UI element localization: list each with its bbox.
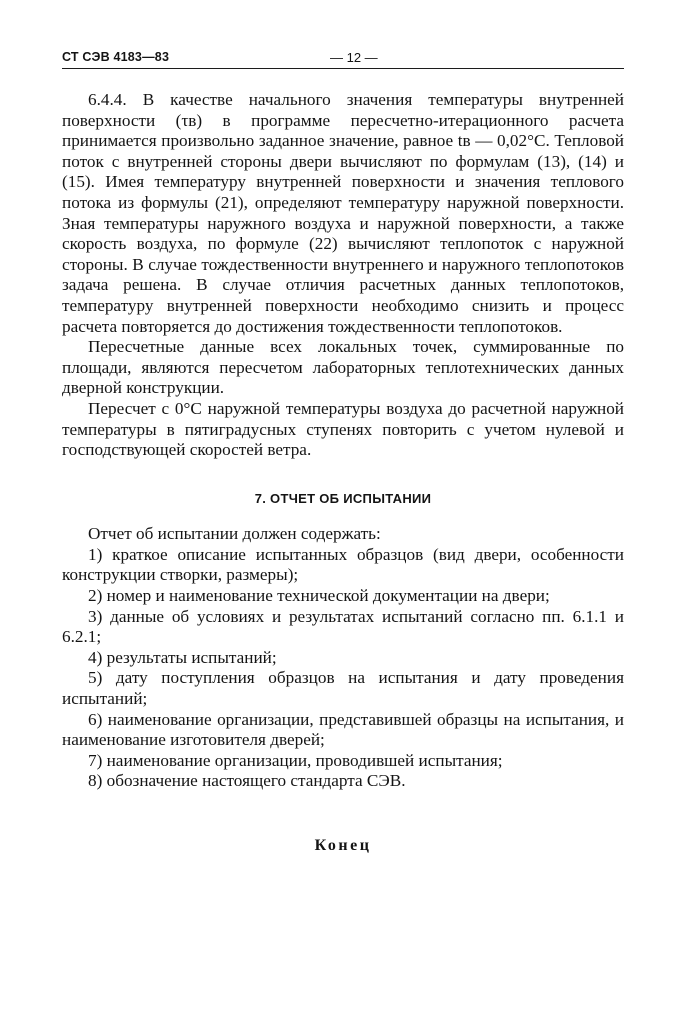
paragraph-6-4-4: 6.4.4. В качестве начального значения температуры внутренней поверхности (τв) в программе пересчетно-итерационного расчета принимается произвольно заданное значение, равное tв — 0,02°С. Тепловой поток с внутренней стороны двери вычисляют по формулам (13), (14) и (15). Имея температуру внутренней поверхности и значения теплового потока из формулы (21), определяют температуру наружной поверхности. Зная температуры наружного воздуха и наружной поверхности, а также скорость воздуха, по формуле (22) вычисляют теплопоток с наружной стороны. В случае тождественности внутреннего и наружного теплопотоков задача решена. В случае отличия расчетных данных теплопотоков, температуру внутренней поверхности необходимо снизить и процесс расчета повторяется до достижения тождественности теплопотоков.: [62, 90, 624, 336]
list-item: 1) краткое описание испытанных образцов (вид двери, особенности конструкции створки, размеры);: [62, 544, 624, 585]
report-intro: Отчет об испытании должен содержать:: [88, 524, 381, 544]
page-body: [62, 90, 624, 792]
page-number: — 12 —: [330, 50, 378, 65]
section-title: 7. ОТЧЕТ ОБ ИСПЫТАНИИ: [254, 490, 432, 506]
list-item: 3) данные об условиях и результатах испытаний согласно пп. 6.1.1 и 6.2.1;: [62, 606, 624, 647]
paragraph-recalculated-data: Пересчетные данные всех локальных точек, суммированные по площади, являются пересчетом лабораторных теплотехнических данных дверной конструкции.: [62, 337, 624, 398]
page-header: [62, 46, 624, 69]
standard-code: СТ СЭВ 4183—83: [62, 50, 170, 64]
report-contents-list: [62, 524, 624, 792]
document-page: [62, 46, 624, 855]
list-item: 7) наименование организации, проводившей испытания;: [88, 750, 503, 770]
list-item: 2) номер и наименование технической документации на двери;: [88, 586, 550, 606]
list-item: 5) дату поступления образцов на испытания и дату проведения испытаний;: [62, 668, 624, 709]
end-mark: Конец: [314, 837, 372, 854]
list-item: 4) результаты испытаний;: [88, 647, 277, 667]
list-item: 8) обозначение настоящего стандарта СЭВ.: [88, 771, 406, 791]
paragraph-recalculation-steps: Пересчет с 0°С наружной температуры воздуха до расчетной наружной температуры в пятиградусных ступенях повторить с учетом нулевой и господствующей скоростей ветра.: [62, 398, 624, 460]
list-item: 6) наименование организации, представившей образцы на испытания, и наименование изготовителя дверей;: [62, 709, 624, 750]
